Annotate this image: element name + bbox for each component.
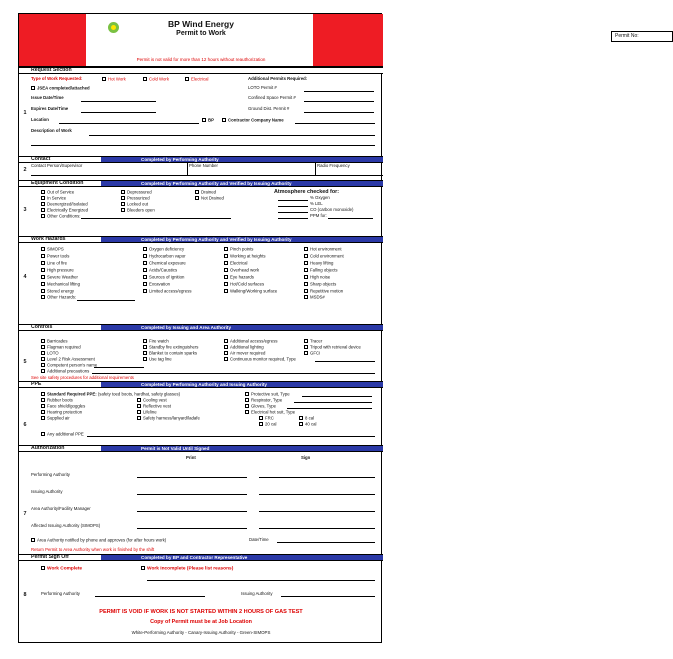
performing-sign-field[interactable] xyxy=(259,477,375,478)
pressurized-checkbox[interactable]: Pressurized xyxy=(121,196,150,201)
control-lighting[interactable]: Additional lighting xyxy=(224,345,264,350)
hazard-high-noise[interactable]: High noise xyxy=(304,275,330,280)
ppm-field[interactable] xyxy=(278,218,308,219)
hazard-falling-objects[interactable]: Falling objects xyxy=(304,268,337,273)
issuing-sign-field[interactable] xyxy=(259,494,375,495)
standard-ppe-checkbox[interactable]: Standard Required PPE: (safety toed boots, hardhat, safety glasses) xyxy=(41,392,180,397)
ppe-electrical-suit[interactable]: Electrical hot suit, Type xyxy=(245,410,295,415)
hazard-power-tools[interactable]: Power tools xyxy=(41,254,69,259)
other-hazards-field[interactable] xyxy=(77,300,135,301)
signoff-section-header xyxy=(19,554,383,561)
section-number-8: 8 xyxy=(23,592,27,598)
monitor-type-field[interactable] xyxy=(315,361,375,362)
loto-permit-field[interactable] xyxy=(304,91,374,92)
controls-section-header xyxy=(19,324,383,331)
ppe-lifeline[interactable]: Lifeline xyxy=(137,410,157,415)
description-field-2[interactable] xyxy=(31,145,375,146)
performing-authority-label: Performing Authority xyxy=(31,472,70,477)
control-flagman[interactable]: Flagman required xyxy=(41,345,81,350)
out-of-service-checkbox[interactable]: Out of Service xyxy=(41,190,74,195)
ppe-reflective-vest[interactable]: Reflective vest xyxy=(137,404,171,409)
hazards-section-header xyxy=(19,236,383,243)
control-gfci[interactable]: GFCI xyxy=(304,351,320,356)
affected-issuing-label: Affected Issuing Authority (SIMOPS) xyxy=(31,523,101,528)
safety-procedures-note: See site safety procedures for additional requirements xyxy=(31,375,134,380)
controls-section-title: Controls xyxy=(19,325,101,330)
hazard-cold-environment[interactable]: Cold environment xyxy=(304,254,344,259)
form-subtitle: Permit to Work xyxy=(176,30,226,37)
equipment-section-bar: Completed by Performing Authority and Verified by Issuing Authority xyxy=(101,181,383,186)
ppe-section-header xyxy=(19,381,383,388)
hazard-overhead-work[interactable]: Overhead work xyxy=(224,268,259,273)
energized-checkbox[interactable]: Electrically Energized xyxy=(41,208,88,213)
control-additional-precautions[interactable]: Additional precautions xyxy=(41,369,89,374)
hazard-electrical[interactable]: Electrical xyxy=(224,261,247,266)
competent-person-field[interactable] xyxy=(94,367,144,368)
work-incomplete-checkbox[interactable]: Work Incomplete (Please list reasons) xyxy=(141,566,233,572)
request-section-bar xyxy=(101,68,383,73)
ppe-face-shield[interactable]: Face shield/goggles xyxy=(41,404,85,409)
contact-person-label: Contact Person/Supervisor xyxy=(31,163,83,168)
control-continuous-monitor[interactable]: Continuous monitor required, Type xyxy=(224,357,296,362)
co-field[interactable] xyxy=(278,212,308,213)
form-title: BP Wind Energy xyxy=(168,19,234,29)
hazard-excavation[interactable]: Excavation xyxy=(143,282,170,287)
form-header xyxy=(19,14,639,67)
distribution-note: White-Performing Authority - Canary-Issuing Authority - Green-SIMOPS xyxy=(131,630,271,635)
contractor-name-field[interactable] xyxy=(295,123,375,124)
ppm-label: PPM for: xyxy=(310,213,327,218)
expires-datetime-field[interactable] xyxy=(81,112,156,113)
ppm-for-field[interactable] xyxy=(328,218,373,219)
authorization-section-header xyxy=(19,445,383,452)
electrical-checkbox[interactable]: Electrical xyxy=(185,77,208,82)
performing-print-field[interactable] xyxy=(137,477,247,478)
hazard-hot-cold-surfaces[interactable]: Hot/Cold surfaces xyxy=(224,282,264,287)
hazard-stored-energy[interactable]: Stored energy xyxy=(41,289,74,294)
any-additional-ppe-checkbox[interactable]: Any additional PPE xyxy=(41,432,84,437)
atmosphere-title: Atmosphere checked for: xyxy=(274,189,340,195)
hazard-severe-weather[interactable]: Severe Weather xyxy=(41,275,78,280)
radio-frequency-label: Radio Frequency xyxy=(317,163,350,168)
location-field[interactable] xyxy=(59,123,199,124)
header-red-block-left xyxy=(19,14,86,66)
suit-40cal-checkbox[interactable]: 40 cal xyxy=(299,422,316,427)
hazard-pinch-points[interactable]: Pinch points xyxy=(224,247,253,252)
incomplete-reasons-field[interactable] xyxy=(147,580,375,581)
other-conditions-checkbox[interactable]: Other Conditions: xyxy=(41,214,80,219)
hazard-ignition-sources[interactable]: Sources of ignition xyxy=(143,275,184,280)
affected-issuing-print-field[interactable] xyxy=(137,528,247,529)
hazard-line-of-fire[interactable]: Line of fire xyxy=(41,261,67,266)
signoff-section-bar: Completed by BP and Contractor Representative xyxy=(101,555,383,560)
contact-row-line xyxy=(31,175,383,176)
hazard-repetitive-motion[interactable]: Repetitive motion xyxy=(304,289,343,294)
control-loto[interactable]: LOTO xyxy=(41,351,59,356)
locked-out-checkbox[interactable]: Locked out xyxy=(121,202,148,207)
hazard-oxygen-deficiency[interactable]: Oxygen deficiency xyxy=(143,247,184,252)
area-authority-label: Area Authority/Facility Manager xyxy=(31,506,91,511)
confined-space-field[interactable] xyxy=(304,101,374,102)
control-tag-line[interactable]: Use tag line xyxy=(143,357,172,362)
signoff-issuing-label: Issuing Authority xyxy=(241,591,273,596)
equipment-section-title: Equipment Condition xyxy=(19,181,101,186)
signoff-section-title: Permit Sign Off xyxy=(19,555,101,560)
equipment-section-header xyxy=(19,180,383,187)
control-extinguishers[interactable]: Standby fire extinguishers xyxy=(143,345,198,350)
not-drained-checkbox[interactable]: Not Drained xyxy=(195,196,224,201)
ppe-section-title: PPE xyxy=(19,382,101,387)
request-section-header xyxy=(19,67,383,74)
section-number-6: 6 xyxy=(23,422,27,428)
hazard-limited-access[interactable]: Limited access/egress xyxy=(143,289,192,294)
confined-space-label: Confined Space Permit # xyxy=(248,95,296,100)
section-number-3: 3 xyxy=(23,207,27,213)
oxygen-label: % Oxygen xyxy=(310,195,330,200)
hazard-eye[interactable]: Eye hazards xyxy=(224,275,254,280)
control-competent-person[interactable]: Competent person's name xyxy=(41,363,97,368)
hazard-hydrocarbon-vapor[interactable]: Hydrocarbon vapor xyxy=(143,254,186,259)
control-barricades[interactable]: Barricades xyxy=(41,339,68,344)
work-type-label: Type of Work Requested: xyxy=(31,76,83,81)
issuing-print-field[interactable] xyxy=(137,494,247,495)
ppe-supplied-air[interactable]: Supplied air xyxy=(41,416,70,421)
hot-work-checkbox[interactable]: Hot Work xyxy=(102,77,126,82)
description-label: Description of Work xyxy=(31,128,72,133)
signoff-issuing-field[interactable] xyxy=(281,596,375,597)
bp-checkbox[interactable]: BP xyxy=(202,118,214,123)
contact-section-bar: Completed by Performing Authority xyxy=(101,157,383,162)
header-red-block-right xyxy=(313,14,639,66)
hazard-working-heights[interactable]: Working at heights xyxy=(224,254,266,259)
hazard-hot-environment[interactable]: Hot environment xyxy=(304,247,342,252)
additional-permits-label: Additional Permits Required: xyxy=(248,76,308,81)
hazard-chemical-exposure[interactable]: Chemical exposure xyxy=(143,261,186,266)
protective-suit-type-field[interactable] xyxy=(302,396,372,397)
lel-field[interactable] xyxy=(278,206,308,207)
hazard-acids-caustics[interactable]: Acids/Caustics xyxy=(143,268,177,273)
contact-section-header xyxy=(19,156,383,163)
controls-section-bar: Completed by Issuing and Area Authority xyxy=(101,325,383,330)
validity-notice: Permit is not valid for more than 12 hours without reauthorization xyxy=(136,57,266,62)
suit-frc-checkbox[interactable]: FRC xyxy=(259,416,274,421)
area-authority-sign-field[interactable] xyxy=(259,511,375,512)
ppe-cooling-vest[interactable]: Cooling vest xyxy=(137,398,167,403)
signoff-performing-field[interactable] xyxy=(95,596,205,597)
additional-precautions-field[interactable] xyxy=(92,373,375,374)
loto-permit-label: LOTO Permit # xyxy=(248,85,277,90)
section-number-1: 1 xyxy=(23,110,27,116)
hazard-high-pressure[interactable]: High pressure xyxy=(41,268,74,273)
ppe-respirator[interactable]: Respirator, Type xyxy=(245,398,282,403)
hazard-msds[interactable]: MSDS# xyxy=(304,295,325,300)
ground-dist-label: Ground Dist. Permit # xyxy=(248,106,290,111)
lel-label: % LEL xyxy=(310,201,323,206)
ppe-safety-harness[interactable]: Safety harness/lanyard/ladafe xyxy=(137,416,200,421)
signoff-performing-label: Performing Authority xyxy=(41,591,80,596)
control-tracer[interactable]: Tracer xyxy=(304,339,322,344)
deenergized-checkbox[interactable]: Deenergized/Isolated xyxy=(41,202,88,207)
ppe-protective-suit[interactable]: Protective suit, Type xyxy=(245,392,290,397)
section-number-4: 4 xyxy=(23,274,27,280)
void-warning: PERMIT IS VOID IF WORK IS NOT STARTED WITHIN 2 HOURS OF GAS TEST xyxy=(99,609,303,615)
jsea-checkbox[interactable]: JSEA completed/attached xyxy=(31,86,90,91)
control-tripod[interactable]: Tripod with retrieval device xyxy=(304,345,361,350)
control-risk-assessment[interactable]: Level 2 Risk Assessment xyxy=(41,357,95,362)
description-field-1[interactable] xyxy=(89,135,375,136)
hazard-walking-surface[interactable]: Walking/Working surface xyxy=(224,289,277,294)
ppe-hearing-protection[interactable]: Hearing protection xyxy=(41,410,82,415)
contact-section-title: Contact xyxy=(19,157,101,162)
gloves-type-field[interactable] xyxy=(287,408,372,409)
contractor-checkbox[interactable]: Contractor Company Name xyxy=(222,118,284,123)
hazard-simops[interactable]: SIMOPS xyxy=(41,247,64,252)
additional-ppe-field[interactable] xyxy=(87,436,375,437)
work-complete-checkbox[interactable]: Work Complete xyxy=(41,566,82,572)
control-fire-watch[interactable]: Fire watch xyxy=(143,339,169,344)
bleeders-open-checkbox[interactable]: Bleeders open xyxy=(121,208,155,213)
issuing-authority-label: Issuing Authority xyxy=(31,489,63,494)
ppe-section-bar: Completed by Performing Authority and Issuing Authority xyxy=(101,382,383,387)
depressured-checkbox[interactable]: Depressured xyxy=(121,190,152,195)
hazard-other[interactable]: Other Hazards: xyxy=(41,295,76,300)
request-section-title: Request Section xyxy=(19,68,101,73)
hazard-heavy-lifting[interactable]: Heavy lifting xyxy=(304,261,333,266)
return-permit-note: Return Permit to Area Authority when work is finished by the shift xyxy=(31,547,155,552)
oxygen-field[interactable] xyxy=(278,200,308,201)
suit-20cal-checkbox[interactable]: 20 cal xyxy=(259,422,276,427)
drained-checkbox[interactable]: Drained xyxy=(195,190,216,195)
ppe-rubber-boots[interactable]: Rubber boots xyxy=(41,398,73,403)
cold-work-checkbox[interactable]: Cold Work xyxy=(143,77,169,82)
ground-dist-field[interactable] xyxy=(304,112,374,113)
print-column-label: Print xyxy=(186,455,196,460)
copy-location-note: Copy of Permit must be at Job Location xyxy=(150,619,252,625)
area-authority-print-field[interactable] xyxy=(137,511,247,512)
authorization-section-title: Authorization xyxy=(19,446,101,451)
respirator-type-field[interactable] xyxy=(294,402,372,403)
sign-column-label: Sign xyxy=(301,455,311,460)
control-spark-blanket[interactable]: Blanket to contain sparks xyxy=(143,351,197,356)
area-authority-notified-checkbox[interactable]: Area Authority notified by phone and approves (for after hours work) xyxy=(31,538,166,543)
hazards-section-title: Work Hazards xyxy=(19,237,101,242)
ppe-gloves[interactable]: Gloves, Type xyxy=(245,404,276,409)
hazard-sharp-objects[interactable]: Sharp objects xyxy=(304,282,336,287)
suit-8cal-checkbox[interactable]: 8 cal xyxy=(299,416,314,421)
section-number-5: 5 xyxy=(23,359,27,365)
permit-form xyxy=(18,13,639,643)
permit-number-field[interactable]: Permit No: xyxy=(611,31,673,42)
location-label: Location xyxy=(31,117,49,122)
affected-issuing-sign-field[interactable] xyxy=(259,528,375,529)
control-air-mover[interactable]: Air mover required xyxy=(224,351,265,356)
phone-number-label: Phone Number xyxy=(189,163,218,168)
expires-datetime-label: Expires Date/Time xyxy=(31,106,69,111)
notified-datetime-field[interactable] xyxy=(277,542,375,543)
section-number-2: 2 xyxy=(23,167,27,173)
hazards-section-bar: Completed by Performing Authority and Verified by Issuing Authority xyxy=(101,237,383,242)
hazard-mechanical-lifting[interactable]: Mechanical lifting xyxy=(41,282,80,287)
section-number-7: 7 xyxy=(23,511,27,517)
issue-datetime-field[interactable] xyxy=(81,101,156,102)
co-label: CO (carbon monoxide) xyxy=(310,207,354,212)
authorization-section-bar: Permit is Not Valid Until Signed xyxy=(101,446,383,451)
control-access-egress[interactable]: Additional access/egress xyxy=(224,339,278,344)
datetime-label: Date/Time xyxy=(249,537,269,542)
other-conditions-field[interactable] xyxy=(81,218,231,219)
issue-datetime-label: Issue Date/Time xyxy=(31,95,64,100)
in-service-checkbox[interactable]: In Service xyxy=(41,196,66,201)
